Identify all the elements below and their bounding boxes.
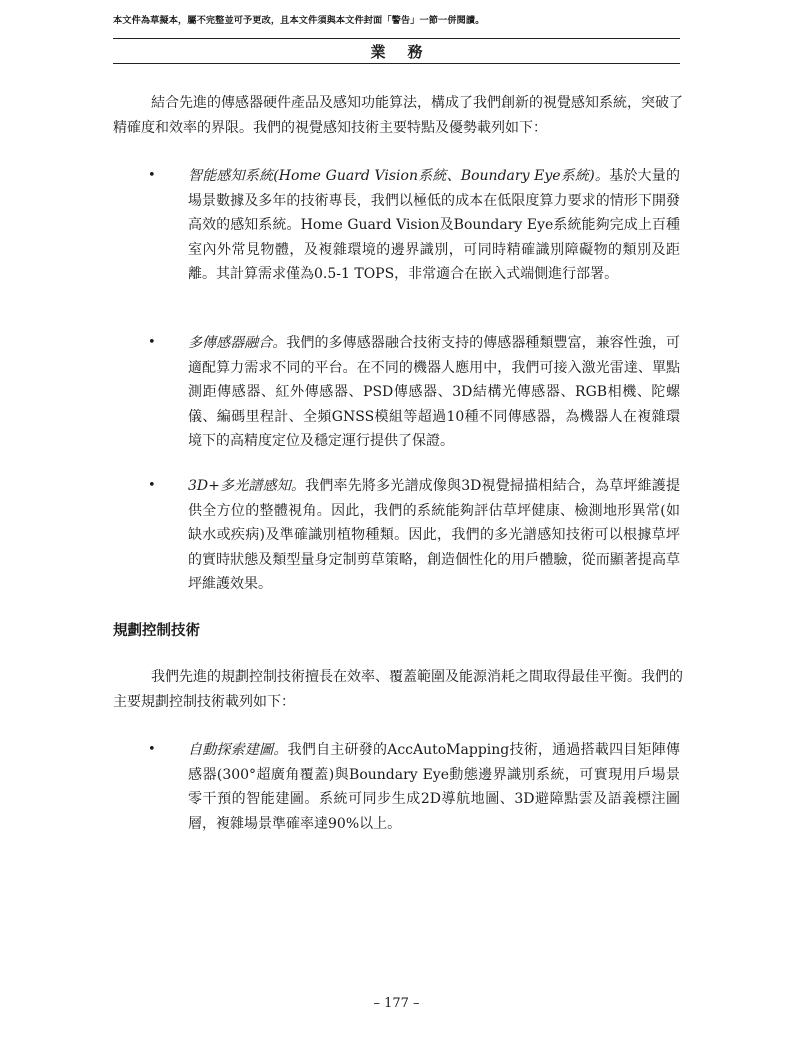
bullet-marker: •: [148, 335, 156, 350]
bullet-3d-multispectral-perception: [188, 474, 680, 597]
bullet-lead: 3D+多光譜感知。: [188, 478, 306, 494]
planning-intro-paragraph: 我們先進的規劃控制技術擅長在效率、覆蓋範圍及能源消耗之間取得最佳平衡。我們的主要規劃控制技術載列如下：: [113, 669, 683, 710]
bullet-lead: 多傳感器融合。: [188, 335, 287, 351]
bullet-body: 我們自主研發的AccAutoMapping技術，通過搭載四目矩陣傳感器(300°超廣角覆蓋)與Boundary Eye動態邊界識別系統，可實現用戶場景零干預的智能建圖。系統可同步生成2D導航地圖、3D避障點雲及語義標注圖層，複雜場景準確率達90%以上。: [188, 742, 680, 832]
section-title: 業務: [370, 43, 445, 61]
planning-heading: 規劃控制技術: [113, 623, 200, 639]
header-rule-bottom: [113, 63, 680, 64]
bullet-multi-sensor-fusion: [188, 331, 680, 454]
bullet-body: 我們的多傳感器融合技術支持的傳感器種類豐富，兼容性強，可適配算力需求不同的平台。在不同的機器人應用中，我們可接入激光雷達、單點測距傳感器、紅外傳感器、PSD傳感器、3D結構光傳感器、RGB相機、陀螺儀、編碼里程計、全頻GNSS模組等超過10種不同傳感器，為機器人在複雜環境下的高精度定位及穩定運行提供了保證。: [188, 335, 681, 449]
bullet-marker: •: [148, 168, 156, 183]
bullet-body: 我們率先將多光譜成像與3D視覺掃描相結合，為草坪維護提供全方位的整體視角。因此，我們的系統能夠評估草坪健康、檢測地形異常(如缺水或疾病)及準確識別植物種類。因此，我們的多光譜感知技術可以根據草坪的實時狀態及類型量身定制剪草策略，創造個性化的用戶體驗，從而顯著提高草坪維護效果。: [188, 478, 680, 592]
bullet-lead: 智能感知系統(Home Guard Vision系統、Boundary Eye系統)。: [188, 168, 610, 184]
bullet-smart-perception-system: [188, 164, 680, 287]
intro-paragraph: 結合先進的傳感器硬件產品及感知功能算法，構成了我們創新的視覺感知系統，突破了精確度和效率的界限。我們的視覺感知技術主要特點及優勢載列如下：: [113, 95, 683, 136]
draft-disclaimer: 本文件為草擬本，屬不完整並可予更改，且本文件須與本文件封面「警告」一節一併閱讀。: [113, 15, 485, 26]
bullet-marker: •: [148, 742, 156, 757]
page-number: – 177 –: [373, 996, 420, 1011]
bullet-lead: 自動探索建圖。: [188, 742, 288, 758]
bullet-body: 基於大量的場景數據及多年的技術專長，我們以極低的成本在低限度算力要求的情形下開發高效的感知系統。Home Guard Vision及Boundary Eye系統能夠完成上百種室內外常見物體，及複雜環境的邊界識別，可同時精確識別障礙物的類別及距離。其計算需求僅為0.5-1 TOPS，非常適合在嵌入式端側進行部署。: [188, 168, 680, 282]
bullet-marker: •: [148, 478, 156, 493]
header-rule-top: [113, 38, 680, 39]
bullet-auto-exploration-mapping: [188, 738, 680, 836]
